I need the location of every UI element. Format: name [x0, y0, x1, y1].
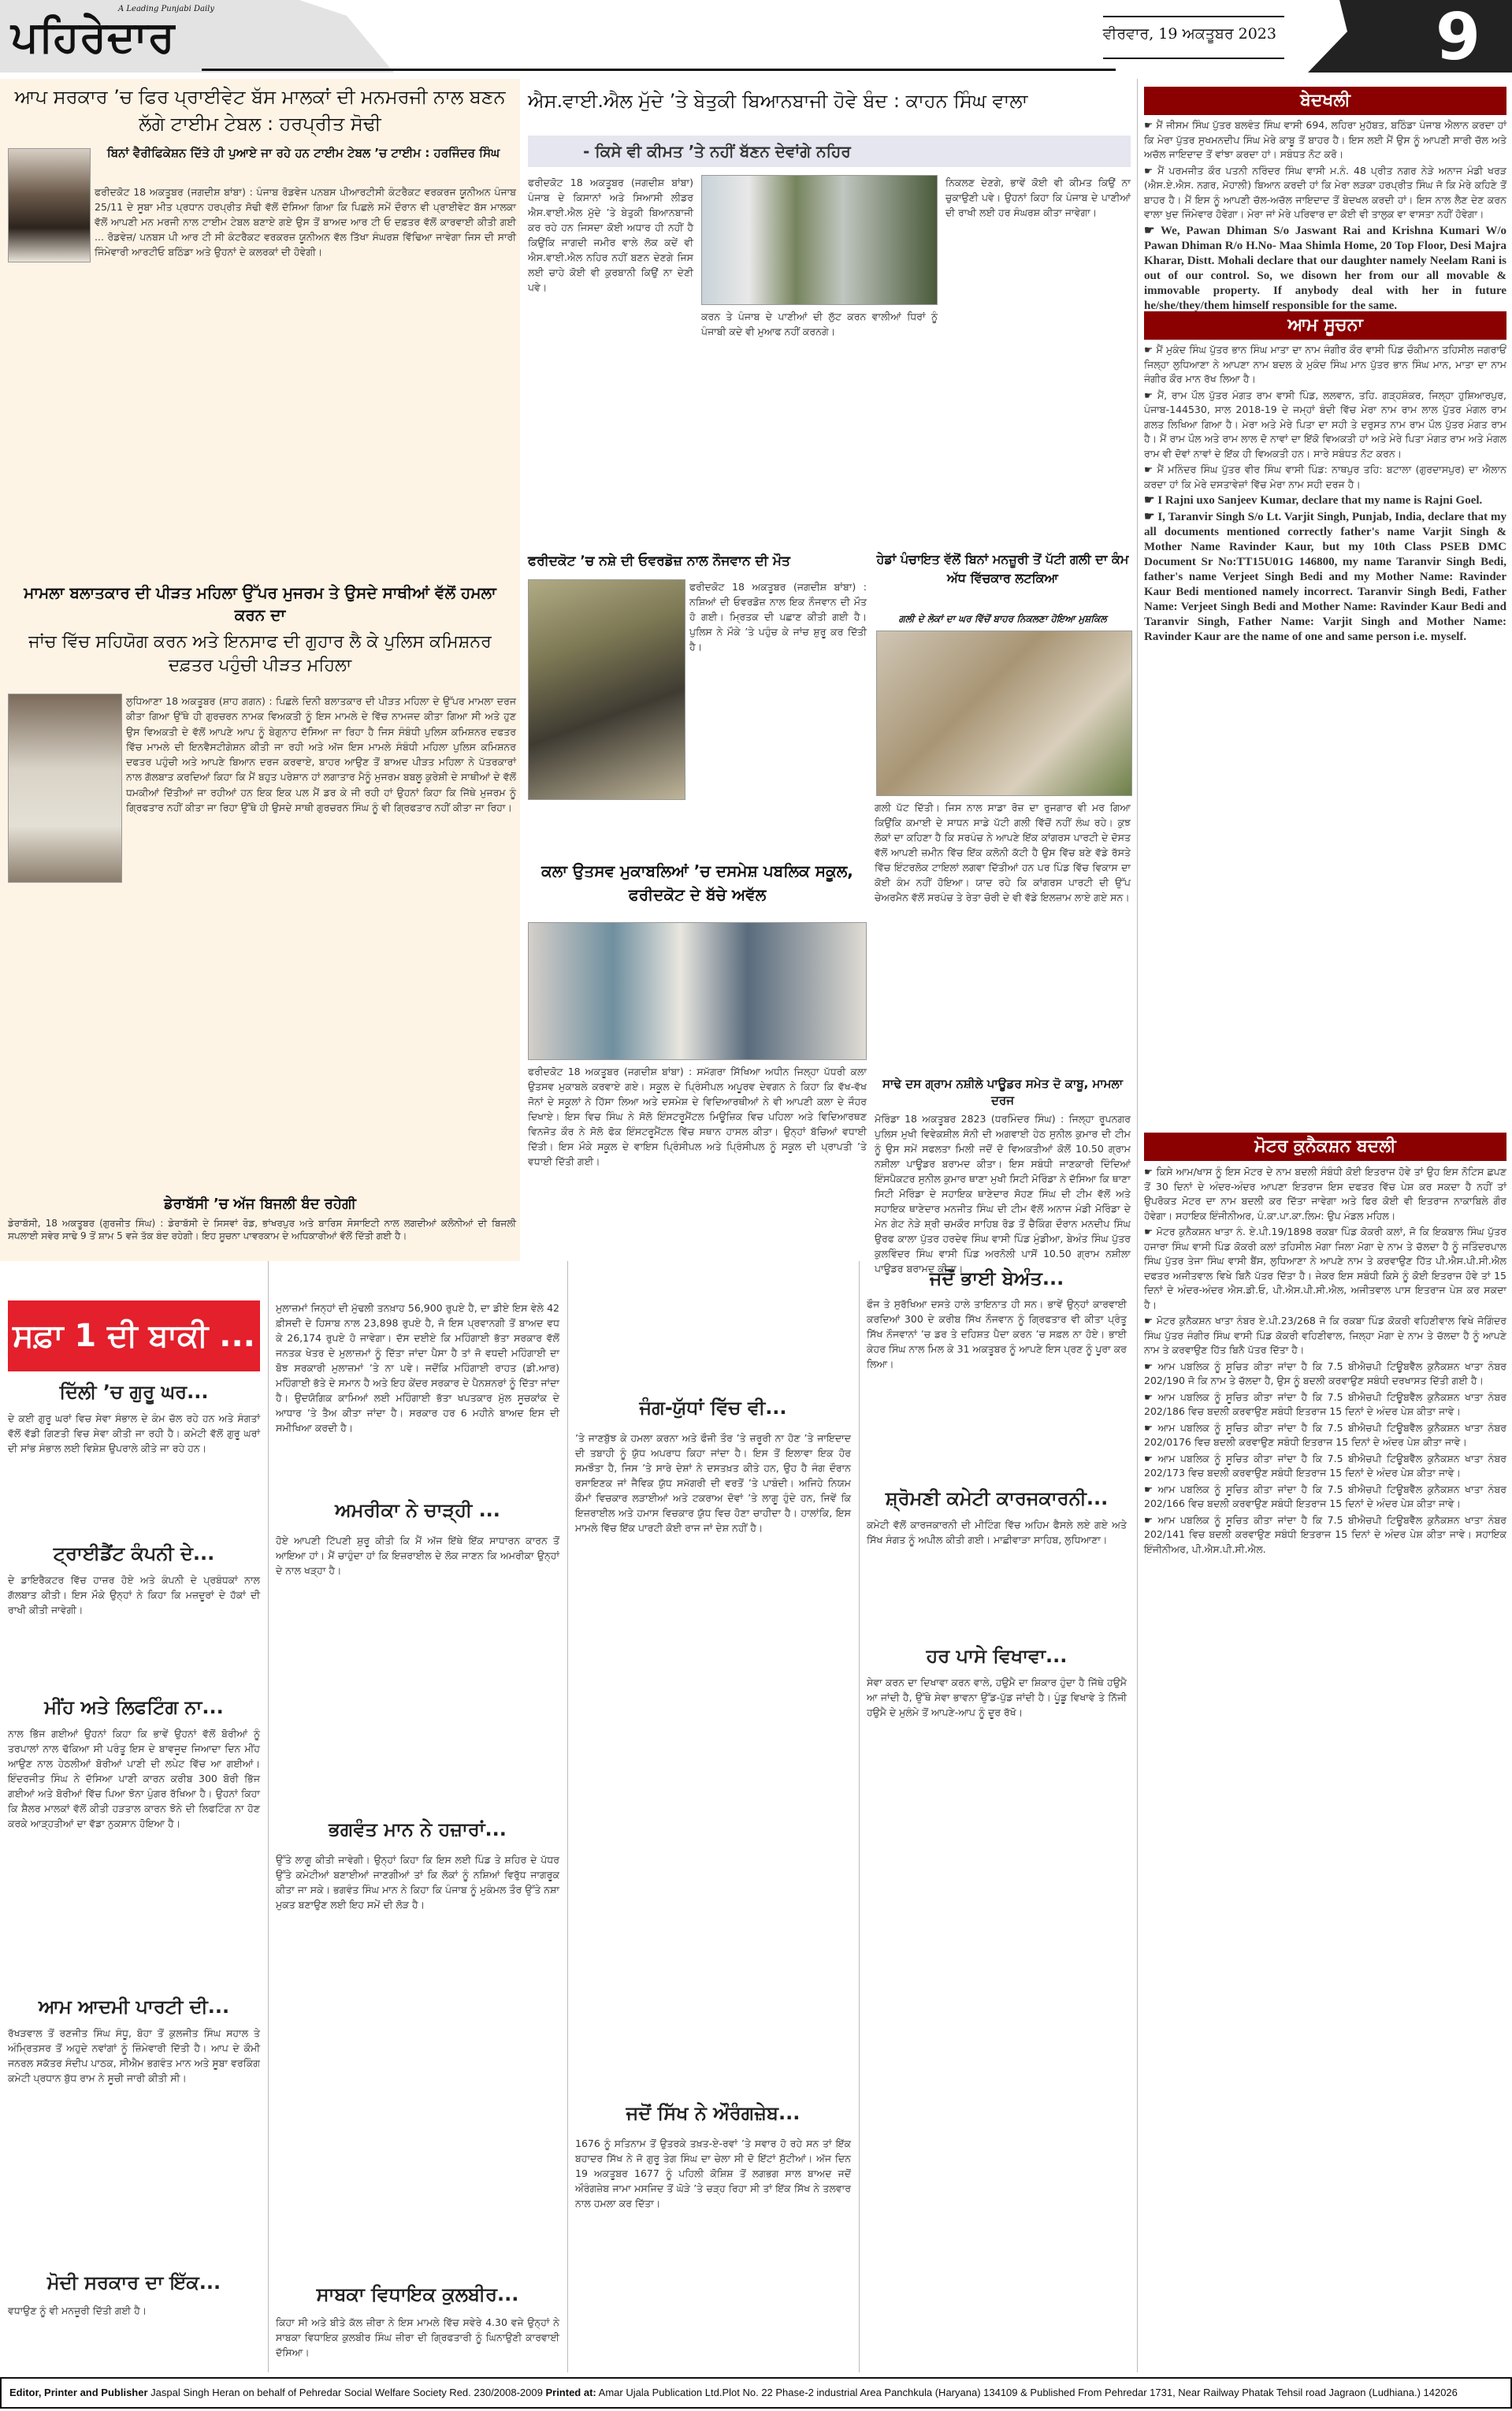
panchayat-story-subhead: ਗਲੀ ਦੇ ਲੋਕਾਂ ਦਾ ਘਰ ਵਿੱਚੋਂ ਬਾਹਰ ਨਿਕਲਣਾ ਹੋਇਆ ਮੁਸ਼ਕਿਲ: [898, 613, 1107, 624]
section-heading: ਮੋਦੀ ਸਰਕਾਰ ਦਾ ਇੱਕ...: [46, 2271, 221, 2294]
section-body: ਫੌਜ ਤੇ ਸੁਰੱਖਿਆ ਦਸਤੇ ਹਾਲੇ ਤਾਇਨਾਤ ਹੀ ਸਨ। ਭਾਵੇਂ ਉਨ੍ਹਾਂ ਕਾਰਵਾਈ ਕਰਦਿਆਂ 300 ਦੇ ਕਰੀਬ ਸਿੱਖ ਨੌਜਵਾਨ ਨੂੰ ਗ੍ਰਿਫਤਾਰ ਵੀ ਕੀਤਾ ਪ੍ਰੰਤੂ ਸਿੱਖ ਨੌਜਵਾਨਾਂ ’ਚ ਡਰ ਤੇ ਦਹਿਸ਼ਤ ਪੈਦਾ ਕਰਨ ’ਚ ਸਫ਼ਲ ਨਾ ਹੋਏ। ਭਾਈ ਕੇਹਰ ਸਿੰਘ ਨਾਲ ਮਿਲ ਕੇ 31 ਅਕਤੂਬਰ ਨੂੰ ਆਪਣੇ ਇਸ ਪ੍ਰਣ ਨੂੰ ਪੂਰਾ ਕਰ ਲਿਆ।: [867, 1298, 1127, 1370]
section-body: ਵਧਾਉਣ ਨੂੰ ਵੀ ਮਨਜ਼ੂਰੀ ਦਿੱਤੀ ਗਈ ਹੈ।: [8, 2305, 147, 2316]
overdose-story-headline: ਫਰੀਦਕੋਟ ’ਚ ਨਸ਼ੇ ਦੀ ਓਵਰਡੋਜ਼ ਨਾਲ ਨੌਜਵਾਨ ਦੀ ਮੌਤ: [528, 553, 790, 569]
section-body: ਹੋਏ ਆਪਣੀ ਟਿੱਪਣੀ ਸ਼ੁਰੂ ਕੀਤੀ ਕਿ ਮੈਂ ਅੱਜ ਇੱਥੇ ਇੱਕ ਸਾਧਾਰਨ ਕਾਰਨ ਤੋਂ ਆਇਆ ਹਾਂ। ਮੈਂ ਚਾਹੁੰਦਾ ਹਾਂ ਕਿ ਇਜ਼ਰਾਈਲ ਦੇ ਲੋਕ ਜਾਣਨ ਕਿ ਅਮਰੀਕਾ ਉਨ੍ਹਾਂ ਦੇ ਨਾਲ ਖੜ੍ਹਾ ਹੈ।: [276, 1535, 559, 1576]
imprint-footer: [0, 2377, 1512, 2409]
section-heading: ਭਗਵੰਤ ਮਾਨ ਨੇ ਹਜ਼ਾਰਾਂ...: [329, 1818, 507, 1840]
classified-notice: ☛ ਮੋਟਰ ਕੁਨੈਕਸ਼ਨ ਖਾਤਾ ਨੰਬਰ ਏ.ਪੀ.23/268 ਜੋ ਕਿ ਰਕਬਾ ਪਿੰਡ ਕੋਕਰੀ ਵਹਿਣੀਵਾਲ ਵਿਖੇ ਜੋਗਿੰਦਰ ਸਿੰਘ ਪੁੱਤਰ ਜੰਗੀਰ ਸਿੰਘ ਵਾਸੀ ਪਿੰਡ ਕੋਕਰੀ ਵਹਿਣੀਵਾਲ, ਜਿਲ੍ਹਾ ਮੋਗਾ ਦੇ ਨਾਮ ਤੇ ਚੱਲਦਾ ਹੈ ਨੂੰ ਆਪਣੇ ਨਾਮ ਤੇ ਕਰਵਾਉਣ ਹਿੱਤ ਬਿਨੈ ਪੱਤਰ ਦਿੱਤਾ ਹੈ।: [1144, 1315, 1506, 1356]
section-heading: ਜਦੋਂ ਭਾਈ ਬੇਅੰਤ...: [929, 1267, 1064, 1289]
section-body: ਉੱਤੇ ਲਾਗੂ ਕੀਤੀ ਜਾਵੇਗੀ। ਉਨ੍ਹਾਂ ਕਿਹਾ ਕਿ ਇਸ ਲਈ ਪਿੰਡ ਤੇ ਸ਼ਹਿਰ ਦੇ ਪੱਧਰ ਉੱਤੇ ਕਮੇਟੀਆਂ ਬਣਾਈਆਂ ਜਾਣਗੀਆਂ ਤਾਂ ਕਿ ਲੋਕਾਂ ਨੂੰ ਨਸ਼ਿਆਂ ਵਿਰੁੱਧ ਜਾਗਰੂਕ ਕੀਤਾ ਜਾ ਸਕੇ। ਭਗਵੰਤ ਸਿੰਘ ਮਾਨ ਨੇ ਕਿਹਾ ਕਿ ਪੰਜਾਬ ਨੂੰ ਮੁਕੰਮਲ ਤੌਰ ਉੱਤੇ ਨਸ਼ਾ ਮੁਕਤ ਬਣਾਉਣ ਲਈ ਇਹ ਸਮੇਂ ਦੀ ਲੋੜ ਹੈ।: [276, 1854, 559, 1911]
classified-notice: ☛ I, Taranvir Singh S/o Lt. Varjit Singh, Punjab, India, declare that my all documents mentioned correctly father's name Varjit Singh & Mother Name Ravinder Kaur, but my 10th Class PSEB DMC Document Sr No:TT15U01G 146800, my name Taranvir Singh Bedi, father's name Verjeet Singh Bedi and my Mother Name: Ravinder Kaur Bedi mentioned namely incorrect. Taranvir Singh Bedi, Father Name: Verjeet Singh Bedi and Mother Name: Ravinder Kaur Bedi and Taranvir Singh, Father Name: Varjit Singh and Mother Name: Ravinder Kaur are the name of one and same person i.e. myself.: [1144, 511, 1506, 643]
overdose-story-body: ਫਰੀਦਕੋਟ 18 ਅਕਤੂਬਰ (ਜਗਦੀਸ਼ ਬਾਂਬਾ) : ਨਸ਼ਿਆਂ ਦੀ ਓਵਰਡੋਜ਼ ਨਾਲ ਇਕ ਨੌਜਵਾਨ ਦੀ ਮੌਤ ਹੋ ਗਈ। ਮ੍ਰਿਤਕ ਦੀ ਪਛਾਣ ਕੀਤੀ ਗਈ ਹੈ। ਪੁਲਿਸ ਨੇ ਮੌਕੇ ’ਤੇ ਪਹੁੰਚ ਕੇ ਜਾਂਚ ਸ਼ੁਰੂ ਕਰ ਦਿੱਤੀ ਹੈ।: [689, 581, 867, 653]
classified-notice: ☛ ਆਮ ਪਬਲਿਕ ਨੂੰ ਸੂਚਿਤ ਕੀਤਾ ਜਾਂਦਾ ਹੈ ਕਿ 7.5 ਬੀਐਚਪੀ ਟਿਊਬਵੈੱਲ ਕੁਨੈਕਸ਼ਨ ਖਾਤਾ ਨੰਬਰ 202/173 ਵਿਚ ਬਦਲੀ ਕਰਵਾਉਣ ਸਬੰਧੀ ਇਤਰਾਜ 15 ਦਿਨਾਂ ਦੇ ਅੰਦਰ ਪੇਸ਼ ਕੀਤਾ ਜਾਵੇ।: [1144, 1452, 1506, 1479]
classified-notice: ☛ ਆਮ ਪਬਲਿਕ ਨੂੰ ਸੂਚਿਤ ਕੀਤਾ ਜਾਂਦਾ ਹੈ ਕਿ 7.5 ਬੀਐਚਪੀ ਟਿਊਬਵੈੱਲ ਕੁਨੈਕਸ਼ਨ ਖਾਤਾ ਨੰਬਰ 202/0176 ਵਿਚ ਬਦਲੀ ਕਰਵਾਉਣ ਸਬੰਧੀ ਇਤਰਾਜ 15 ਦਿਨਾਂ ਦੇ ਅੰਦਰ ਪੇਸ਼ ਕੀਤਾ ਜਾਵੇ।: [1144, 1421, 1506, 1448]
section-body: ’ਤੇ ਜਾਣਬੁੱਝ ਕੇ ਹਮਲਾ ਕਰਨਾ ਅਤੇ ਫੌਜੀ ਤੌਰ ’ਤੇ ਜ਼ਰੂਰੀ ਨਾ ਹੋਣ ’ਤੇ ਜਾਇਦਾਦ ਦੀ ਤਬਾਹੀ ਨੂੰ ਯੁੱਧ ਅਪਰਾਧ ਕਿਹਾ ਜਾਂਦਾ ਹੈ। ਇਸ ਤੋਂ ਇਲਾਵਾ ਇਕ ਹੋਰ ਸਮਝੌਤਾ ਹੈ, ਜਿਸ ’ਤੇ ਸਾਰੇ ਦੇਸ਼ਾਂ ਨੇ ਦਸਤਖ਼ਤ ਕੀਤੇ ਹਨ, ਉਹ ਹੈ ਜੰਗ ਦੌਰਾਨ ਰਸਾਇਣਕ ਜਾਂ ਜੈਵਿਕ ਯੁੱਧ ਸਮੱਗਰੀ ਦੀ ਵਰਤੋਂ ’ਤੇ ਪਾਬੰਦੀ। ਅਜਿਹੇ ਨਿਯਮ ਕੌਮਾਂ ਵਿਚਕਾਰ ਲੜਾਈਆਂ ਅਤੇ ਟਕਰਾਅ ਦੋਵਾਂ ’ਤੇ ਲਾਗੂ ਹੁੰਦੇ ਹਨ, ਜਿਵੇਂ ਕਿ ਇਜ਼ਰਾਈਲ ਅਤੇ ਹਮਾਸ ਵਿਚਕਾਰ ਯੁੱਧ ਵਿਚ ਹੋਣਾ ਚਾਹੀਦਾ ਹੈ। ਹਾਲਾਂਕਿ, ਇਸ ਮਾਮਲੇ ਵਿੱਚ ਇੱਕ ਪਾਰਟੀ ਕੋਈ ਰਾਜ ਜਾਂ ਦੇਸ਼ ਨਹੀਂ ਹੈ।: [575, 1432, 851, 1534]
section-body: [867, 1986, 1127, 2370]
section-body: ਰੱਖੜਵਾਲ ਤੋਂ ਰਣਜੀਤ ਸਿੰਘ ਸੰਧੂ, ਬੋਹਾ ਤੋਂ ਕੁਲਜੀਤ ਸਿੰਘ ਸਹਾਲ ਤੇ ਅੰਮ੍ਰਿਤਸਰ ਤੋਂ ਅਹੁਦੇ ਨਵਾਂਗਾਂ ਨੂੰ ਜ਼ਿੰਮੇਵਾਰੀ ਦਿੱਤੀ ਹੈ। ਆਪ ਦੇ ਕੌਮੀ ਜਨਰਲ ਸਕੱਤਰ ਸੰਦੀਪ ਪਾਠਕ, ਸੀਐਮ ਭਗਵੰਤ ਮਾਨ ਅਤੇ ਸੂਬਾ ਵਰਕਿੰਗ ਕਮੇਟੀ ਪ੍ਰਧਾਨ ਬੁੱਧ ਰਾਮ ਨੇ ਸੂਚੀ ਜਾਰੀ ਕੀਤੀ ਸੀ।: [8, 2027, 260, 2084]
syl-story-headline: ਐਸ.ਵਾਈ.ਐਲ ਮੁੱਦੇ ’ਤੇ ਬੇਤੁਕੀ ਬਿਆਨਬਾਜੀ ਹੋਵੇ ਬੰਦ : ਕਾਹਨ ਸਿੰਘ ਵਾਲਾ: [528, 90, 1028, 112]
classified-header-aam-suchna: ਆਮ ਸੂਚਨਾ: [1144, 311, 1506, 340]
section-heading: ਜੰਗ-ਯੁੱਧਾਂ ਵਿੱਚ ਵੀ...: [639, 1397, 787, 1419]
overdose-scene-photo: [528, 579, 685, 800]
syl-story-subhead: - ਕਿਸੇ ਵੀ ਕੀਮਤ ’ਤੇ ਨਹੀਂ ਬੱਣਨ ਦੇਵਾਂਗੇ ਨਹਿਰ: [528, 136, 1131, 167]
page-number: 9: [1436, 0, 1481, 75]
drug-powder-headline: ਸਾਢੇ ਦਸ ਗ੍ਰਾਮ ਨਸ਼ੀਲੇ ਪਾਊਡਰ ਸਮੇਤ ਦੋ ਕਾਬੂ, ਮਾਮਲਾ ਦਰਜ: [882, 1077, 1123, 1107]
classified-notice: ☛ ਆਮ ਪਬਲਿਕ ਨੂੰ ਸੂਚਿਤ ਕੀਤਾ ਜਾਂਦਾ ਹੈ ਕਿ 7.5 ਬੀਐਚਪੀ ਟਿਊਬਵੈੱਲ ਕੁਨੈਕਸ਼ਨ ਖਾਤਾ ਨੰਬਰ 202/190 ਜੋ ਕਿ ਨਾਮ ਤੇ ਚੱਲਦਾ ਹੈ, ਉਸ ਨੂੰ ਬਦਲੀ ਕਰਵਾਉਣ ਸਬੰਧੀ ਦਰਖਾਸਤ ਦਿੱਤੀ ਗਈ ਹੈ।: [1144, 1360, 1506, 1386]
power-cut-headline: ਡੇਰਾਬੱਸੀ ’ਚ ਅੱਜ ਬਿਜਲੀ ਬੰਦ ਰਹੇਗੀ: [164, 1196, 356, 1212]
tagline: A Leading Punjabi Daily: [118, 5, 215, 13]
newspaper-logo: ਪਹਿਰੇਦਾਰ: [11, 11, 176, 61]
panchayat-story-headline: ਹੇਡਾਂ ਪੰਚਾਇਤ ਵੱਲੋਂ ਬਿਨਾਂ ਮਨਜ਼ੂਰੀ ਤੋਂ ਪੱਟੀ ਗਲੀ ਦਾ ਕੰਮ ਅੱਧ ਵਿੱਚਕਾਰ ਲਟਕਿਆ: [876, 552, 1129, 586]
syl-story-body-col-3: ਨਿਕਲਣ ਦੇਣਗੇ, ਭਾਵੇਂ ਕੋਈ ਵੀ ਕੀਮਤ ਕਿਉਂ ਨਾ ਚੁਕਾਉਣੀ ਪਵੇ। ਉਹਨਾਂ ਕਿਹਾ ਕਿ ਪੰਜਾਬ ਦੇ ਪਾਣੀਆਂ ਦੀ ਰਾਖੀ ਲਈ ਹਰ ਸੰਘਰਸ਼ ਕੀਤਾ ਜਾਵੇਗਾ।: [945, 177, 1131, 218]
bus-story-body: ਫਰੀਦਕੋਟ 18 ਅਕਤੂਬਰ (ਜਗਦੀਸ਼ ਬਾਂਬਾ) : ਪੰਜਾਬ ਰੋਡਵੇਜ ਪਨਬਸ ਪੀਆਰਟੀਸੀ ਕੰਟਰੈਕਟ ਵਰਕਰਜ ਯੂਨੀਅਨ ਪੰਜਾਬ 25/11 ਦੇ ਸੂਬਾ ਮੀਤ ਪ੍ਰਧਾਨ ਹਰਪ੍ਰੀਤ ਸੋਢੀ ਵੱਲੋਂ ਦੱਸਿਆ ਗਿਆ ਕਿ ਪਿਛਲੇ ਸਮੇਂ ਦੌਰਾਨ ਵੀ ਪ੍ਰਾਈਵੇਟ ਬੱਸ ਮਾਲਕਾ ਵੱਲੋਂ ਆਪਣੀ ਮਨ ਮਰਜੀ ਨਾਲ ਟਾਈਮ ਟੇਬਲ ਬਣਾਏ ਗਏ ਉਸ ਤੋਂ ਬਾਅਦ ਆਰ ਟੀ ਓ ਦਫ਼ਤਰ ਵੱਲੋਂ ਕਾਰਵਾਈ ਕੀਤੀ ਗਈ ... ਰੋਡਵੇਜ਼/ ਪਨਬਸ ਪੀ ਆਰ ਟੀ ਸੀ ਕੰਟਰੈਕਟ ਵਰਕਰਜ਼ ਯੂਨੀਅਨ ਵੱਲ ਤਿੱਖਾ ਸੰਘਰਸ਼ ਵਿੱਢਿਆ ਜਾਵੇਗਾ ਜਿਸ ਦੀ ਸਾਰੀ ਜਿੰਮੇਵਾਰੀ ਆਰਟੀਓ ਬਠਿੰਡਾ ਅਤੇ ਉਹਨਾਂ ਦੇ ਕਲਰਕਾਂ ਦੀ ਹੋਵੇਗੀ।: [95, 186, 516, 258]
classified-notice: ☛ I Rajni uxo Sanjeev Kumar, declare that my name is Rajni Goel.: [1144, 494, 1483, 507]
column-divider: [268, 1261, 269, 2372]
harpreet-sodhi-photo: [8, 148, 91, 262]
printer-text: Amar Ujala Publication Ltd.Plot No. 22 Phase-2 industrial Area Panchkula (Haryana) 134109 & Published From Pehredar 1731, Near Railway Phatak Tehsil road Jagraon (Ludhiana.) 142026: [596, 2387, 1458, 2398]
continued-banner: ਸਫ਼ਾ 1 ਦੀ ਬਾਕੀ ...: [8, 1300, 260, 1371]
classified-notice: ☛ ਮੈਂ ਪਰਮਜੀਤ ਕੌਰ ਪਤਨੀ ਨਰਿੰਦਰ ਸਿੰਘ ਵਾਸੀ ਮ.ਨੰ. 48 ਪ੍ਰੀਤ ਨਗਰ ਨੇੜੇ ਅਨਾਜ ਮੰਡੀ ਖਰੜ (ਐਸ.ਏ.ਐਸ. ਨਗਰ, ਮੋਹਾਲੀ) ਬਿਆਨ ਕਰਦੀ ਹਾਂ ਕਿ ਮੇਰਾ ਲੜਕਾ ਹਰਪ੍ਰੀਤ ਸਿੰਘ ਜੋ ਕਿ ਮੇਰੇ ਕਹਿਣੇ ਤੋਂ ਬਾਹਰ ਹੈ। ਮੈਂ ਇਸ ਨੂੰ ਆਪਣੀ ਚੱਲ-ਅਚੱਲ ਜਾਇਦਾਦ ਤੋਂ ਬੇਦਖਲ ਕਰਦੀ ਹਾਂ। ਇਸ ਨਾਲ ਲੈਣ ਦੇਣ ਕਰਨ ਵਾਲਾ ਖੁਦ ਜਿੰਮੇਵਾਰ ਹੋਵੇਗਾ। ਮੇਰਾ ਜਾਂ ਮੇਰੇ ਪਰਿਵਾਰ ਦਾ ਕੋਈ ਵੀ ਤਾਲੁਕ ਵਾ ਵਾਸਤਾ ਨਹੀਂ ਹੋਵੇਗਾ।: [1144, 164, 1506, 220]
section-heading: ਸਾਬਕਾ ਵਿਧਾਇਕ ਕੁਲਬੀਰ...: [316, 2283, 519, 2305]
rape-story-headline-1: ਮਾਮਲਾ ਬਲਾਤਕਾਰ ਦੀ ਪੀੜਤ ਮਹਿਲਾ ਉੱਪਰ ਮੁਜਰਮ ਤੇ ਉਸਦੇ ਸਾਥੀਆਂ ਵੱਲੋਂ ਹਮਲਾ ਕਰਨ ਦਾ: [24, 583, 496, 624]
classified-notice: ☛ ਮੈਂ ਜੀਸਮ ਸਿੰਘ ਪੁੱਤਰ ਬਲਵੰਤ ਸਿੰਘ ਵਾਸੀ 694, ਲਹਿਰਾ ਮੁਹੱਬਤ, ਬਠਿੰਡਾ ਪੰਜਾਬ ਐਲਾਨ ਕਰਦਾ ਹਾਂ ਕਿ ਮੇਰਾ ਪੁੱਤਰ ਸੁਖਮਨਦੀਪ ਸਿੰਘ ਮੇਰੇ ਕਾਬੂ ਤੋਂ ਬਾਹਰ ਹੈ। ਇਸ ਲਈ ਮੈਂ ਉਸ ਨੂੰ ਆਪਣੀ ਸਾਰੀ ਚੱਲ ਅਤੇ ਅਚੱਲ ਜਾਇਦਾਦ ਤੋਂ ਵਾਂਝਾ ਕਰਦਾ ਹਾਂ। ਸਬੰਧਤ ਨੋਟ ਕਰੋ।: [1144, 119, 1506, 160]
section-heading: ਟ੍ਰਾਈਡੈਂਟ ਕੰਪਨੀ ਦੇ...: [53, 1542, 215, 1565]
section-heading: ਦਿੱਲੀ ’ਚ ਗੁਰੂ ਘਰ...: [59, 1381, 209, 1403]
classified-notice: ☛ ਆਮ ਪਬਲਿਕ ਨੂੰ ਸੂਚਿਤ ਕੀਤਾ ਜਾਂਦਾ ਹੈ ਕਿ 7.5 ਬੀਐਚਪੀ ਟਿਊਬਵੈੱਲ ਕੁਨੈਕਸ਼ਨ ਖਾਤਾ ਨੰਬਰ 202/186 ਵਿਚ ਬਦਲੀ ਕਰਵਾਉਣ ਸਬੰਧੀ ਇਤਰਾਜ 15 ਦਿਨਾਂ ਦੇ ਅੰਦਰ ਪੇਸ਼ ਕੀਤਾ ਜਾਵੇ।: [1144, 1390, 1506, 1417]
section-heading: ਮੀਂਹ ਅਤੇ ਲਿਫਟਿੰਗ ਨਾ...: [44, 1696, 224, 1718]
classified-header-bedakhli: ਬੇਦਖਲੀ: [1144, 87, 1506, 115]
masthead-rule: [202, 69, 1116, 71]
classified-notice: ☛ ਮੈਂ, ਰਾਮ ਪੌਲ ਪੁੱਤਰ ਮੰਗਤ ਰਾਮ ਵਾਸੀ ਪਿੰਡ, ਲਲਵਾਨ, ਤਹਿ. ਗੜ੍ਹਸ਼ੰਕਰ, ਜਿਲ੍ਹਾ ਹੁਸ਼ਿਆਰਪੁਰ, ਪੰਜਾਬ-144530, ਸਾਲ 2018-19 ਦੇ ਜਮ੍ਹਾਂ ਬੰਦੀ ਵਿੱਚ ਮੇਰਾ ਨਾਮ ਰਾਮ ਲਾਲ ਪੁੱਤਰ ਮੰਗਲ ਰਾਮ ਗਲਤ ਲਿਖਿਆ ਗਿਆ ਹੈ। ਮੇਰਾ ਅਤੇ ਮੇਰੇ ਪਿਤਾ ਦਾ ਸਹੀ ਤੇ ਦਰੁਸਤ ਨਾਮ ਰਾਮ ਪੌਲ ਪੁੱਤਰ ਮੰਗਤ ਰਾਮ ਹੈ। ਮੈਂ ਰਾਮ ਪੌਲ ਅਤੇ ਰਾਮ ਲਾਲ ਦੋ ਨਾਵਾਂ ਦਾ ਇੱਕੋ ਵਿਅਕਤੀ ਹਾਂ ਅਤੇ ਮੇਰੇ ਪਿਤਾ ਮੰਗਤ ਰਾਮ ਅਤੇ ਮੰਗਲ ਰਾਮ ਵੀ ਦੋਵਾਂ ਨਾਵਾਂ ਦੇ ਇੱਕ ਹੀ ਵਿਅਕਤੀ ਹਨ। ਸਾਰੇ ਸਬੰਧਤ ਨੋਟ ਕਰਨ।: [1144, 389, 1506, 460]
kahan-singh-wala-photo: [701, 175, 938, 305]
section-body: 1676 ਨੂੰ ਸਤਿਨਾਮ ਤੋਂ ਉਤਰਕੇ ਤਖ਼ਤ-ਏ-ਰਵਾਂ ’ਤੇ ਸਵਾਰ ਹੋ ਰਹੇ ਸਨ ਤਾਂ ਇੱਕ ਬਹਾਦਰ ਸਿੱਖ ਨੇ ਜੋ ਗੁਰੂ ਤੇਗ ਸਿੰਘ ਦਾ ਚੇਲਾ ਸੀ ਦੋ ਇੱਟਾਂ ਸੁੱਟੀਆਂ। ਅੱਜ ਦਿਨ 19 ਅਕਤੂਬਰ 1677 ਨੂੰ ਪਹਿਲੀ ਕੋਸ਼ਿਸ਼ ਤੋਂ ਲਗਭਗ ਸਾਲ ਬਾਅਦ ਜਦੋਂ ਔਰੰਗਜ਼ੇਬ ਜਾਮਾ ਮਸਜਿਦ ਤੋਂ ਘੋੜੇ ’ਤੇ ਚੜ੍ਹ ਰਿਹਾ ਸੀ ਤਾਂ ਇੱਕ ਸਿੱਖ ਨੇ ਤਲਵਾਰ ਨਾਲ ਹਮਲਾ ਕਰ ਦਿੱਤਾ।: [575, 2138, 851, 2209]
printer-label: Printed at:: [545, 2387, 596, 2398]
section-body: ਸੇਵਾ ਕਰਨ ਦਾ ਦਿਖਾਵਾ ਕਰਨ ਵਾਲੇ, ਹਉਮੈ ਦਾ ਸ਼ਿਕਾਰ ਹੁੰਦਾ ਹੈ ਜਿੱਥੇ ਹਉਮੈ ਆ ਜਾਂਦੀ ਹੈ, ਉੱਥੇ ਸੇਵਾ ਭਾਵਨਾ ਉੱਡ-ਪੁੱਡ ਜਾਂਦੀ ਹੈ। ਪੂੰਡੂ ਵਿਖਾਵੇ ਤੇ ਨਿੱਜੀ ਹਉਮੈ ਦੇ ਮੁਲੰਮੇ ਤੋਂ ਆਪਣੇ-ਆਪ ਨੂੰ ਦੂਰ ਰੱਖੋ।: [867, 1676, 1127, 1718]
power-cut-body: ਡੇਰਾਬੱਸੀ, 18 ਅਕਤੂਬਰ (ਗੁਰਜੀਤ ਸਿੰਘ) : ਡੇਰਾਬੱਸੀ ਦੇ ਸਿਸਵਾਂ ਰੋਡ, ਭਾਂਖਰਪੁਰ ਅਤੇ ਬਾਰਿਸ ਸੋਸਾਇਟੀ ਨਾਲ ਲਗਦੀਆਂ ਕਲੋਨੀਆਂ ਦੀ ਬਿਜਲੀ ਸਪਲਾਈ ਸਵੇਰ ਸਾਢੇ 9 ਤੋਂ ਸ਼ਾਮ 5 ਵਜੇ ਤੱਕ ਬੰਦ ਰਹੇਗੀ। ਇਹ ਸੂਚਨਾ ਪਾਵਰਕਾਮ ਦੇ ਅਧਿਕਾਰੀਆਂ ਵੱਲੋਂ ਦਿੱਤੀ ਗਈ ਹੈ।: [8, 1218, 516, 1241]
section-heading: ਜਦੋਂ ਸਿੱਖ ਨੇ ਔਰੰਗਜ਼ੇਬ...: [626, 2102, 801, 2124]
classified-notice: ☛ ਮੋਟਰ ਕੁਨੈਕਸ਼ਨ ਖਾਤਾ ਨੰ. ਏ.ਪੀ.19/1898 ਰਕਬਾ ਪਿੰਡ ਕੋਕਰੀ ਕਲਾਂ, ਜੋ ਕਿ ਇਕਬਾਲ ਸਿੰਘ ਪੁੱਤਰ ਹਜਾਰਾ ਸਿੰਘ ਵਾਸੀ ਪਿੰਡ ਕੋਕਰੀ ਕਲਾਂ ਤਹਿਸੀਲ ਮੋਗਾ ਜਿਲਾ ਮੋਗਾ ਦੇ ਨਾਮ ਤੇ ਚੱਲਦਾ ਹੈ ਨੂੰ ਜਤਿੰਦਰਪਾਲ ਸਿੰਘ ਪੁੱਤਰ ਤੇਜਾ ਸਿੰਘ ਵਾਸੀ ਬੈਂਸ, ਲੁਧਿਆਣਾ ਨੇ ਆਪਣੇ ਨਾਮ ਤੇ ਕਰਵਾਉਣ ਹਿੱਤ ਪੀ.ਐਸ.ਪੀ.ਸੀ.ਐਲ ਦਫਤਰ ਅਜੀਤਵਾਲ ਵਿਖੇ ਬਿਨੈ ਪੱਤਰ ਦਿੱਤਾ ਹੈ। ਜੇਕਰ ਇਸ ਸਬੰਧੀ ਕਿਸੇ ਨੂੰ ਕੋਈ ਇਤਰਾਜ ਹੋਵੇ ਤਾਂ 15 ਦਿਨਾਂ ਦੇ ਅੰਦਰ-ਅੰਦਰ ਐਸ.ਡੀ.ਓ, ਪੀ.ਐਸ.ਪੀ.ਸੀ.ਐਲ, ਅਜੀਤਵਾਲ ਪਾਸ ਇਤਰਾਜ ਪੇਸ਼ ਕਰ ਸਕਦਾ ਹੈ।: [1144, 1226, 1506, 1311]
section-heading: ਹਰ ਪਾਸੇ ਵਿਖਾਵਾ...: [926, 1645, 1068, 1667]
section-body: ਦੇ ਡਾਇਰੈਕਟਰ ਵਿੱਚ ਹਾਜ਼ਰ ਹੋਏ ਅਤੇ ਕੰਪਨੀ ਦੇ ਪ੍ਰਬੰਧਕਾਂ ਨਾਲ ਗੱਲਬਾਤ ਕੀਤੀ। ਇਸ ਮੌਕੇ ਉਨ੍ਹਾਂ ਨੇ ਕਿਹਾ ਕਿ ਮਜ਼ਦੂਰਾਂ ਦੇ ਹੱਕਾਂ ਦੀ ਰਾਖੀ ਕੀਤੀ ਜਾਵੇਗੀ।: [8, 1574, 260, 1616]
school-story-headline: ਕਲਾ ਉਤਸਵ ਮੁਕਾਬਲਿਆਂ ’ਚ ਦਸਮੇਸ਼ ਪਬਲਿਕ ਸਕੂਲ, ਫਰੀਦਕੋਟ ਦੇ ਬੱਚੇ ਅਵੱਲ: [541, 861, 853, 904]
drug-powder-body: ਮੋਰਿੰਡਾ 18 ਅਕਤੂਬਰ 2823 (ਧਰਮਿੰਦਰ ਸਿੰਘ) : ਜਿਲ੍ਹਾ ਰੂਪਨਗਰ ਪੁਲਿਸ ਮੁਖੀ ਵਿਵੇਕਸ਼ੀਲ ਸੋਨੀ ਦੀ ਅਗਵਾਈ ਹੇਠ ਸੁਨੀਲ ਕੁਮਾਰ ਦੀ ਟੀਮ ਨੂੰ ਉਸ ਸਮੇਂ ਸਫਲਤਾ ਮਿਲੀ ਜਦੋਂ ਦੋ ਵਿਅਕਤੀਆਂ ਕੋਲੋਂ 10.50 ਗ੍ਰਾਮ ਨਸ਼ੀਲਾ ਪਾਊਡਰ ਬਰਾਮਦ ਕੀਤਾ। ਇਸ ਸਬੰਧੀ ਜਾਣਕਾਰੀ ਦਿੰਦਿਆਂ ਇੰਸਪੈਕਟਰ ਸੁਨੀਲ ਕੁਮਾਰ ਥਾਣਾ ਮੁਖੀ ਸਿਟੀ ਮੋਰਿੰਡਾ ਨੇ ਦੱਸਿਆ ਕਿ ਥਾਣਾ ਸਿਟੀ ਮੋਰਿੰਡਾ ਦੇ ਸਹਾਇਕ ਥਾਣੇਦਾਰ ਸੋਹਣ ਸਿੰਘ ਦੀ ਟੀਮ ਵੱਲੋਂ ਅਤੇ ਸਹਾਇਕ ਥਾਣੇਦਾਰ ਮਨਜੀਤ ਸਿੰਘ ਦੀ ਟੀਮ ਵੱਲੋਂ ਅਨਾਜ ਮੰਡੀ ਮੋਰਿੰਡਾ ਦੇ ਮੇਨ ਗੇਟ ਨੇੜੇ ਸ਼੍ਰੀ ਚਮਕੌਰ ਸਾਹਿਬ ਰੋਡ ਤੋਂ ਚੈਕਿੰਗ ਦੌਰਾਨ ਮਨਦੀਪ ਸਿੰਘ ਉਰਫ ਕਾਲਾ ਪੁੱਤਰ ਹਰਦੇਵ ਸਿੰਘ ਵਾਸੀ ਪਿੰਡ ਮੁੰਡੀਆ, ਬੇਅੰਤ ਸਿੰਘ ਪੁੱਤਰ ਕੁਲਵਿੰਦਰ ਸਿੰਘ ਵਾਸੀ ਪਿੰਡ ਅਰਨੋਲੀ ਪਾਸੋਂ 10.50 ਗ੍ਰਾਮ ਨਸ਼ੀਲਾ ਪਾਊਡਰ ਬਰਾਮਦ ਕੀਤਾ।: [875, 1113, 1131, 1274]
classified-notice: ☛ ਆਮ ਪਬਲਿਕ ਨੂੰ ਸੂਚਿਤ ਕੀਤਾ ਜਾਂਦਾ ਹੈ ਕਿ 7.5 ਬੀਐਚਪੀ ਟਿਊਬਵੈੱਲ ਕੁਨੈਕਸ਼ਨ ਖਾਤਾ ਨੰਬਰ 202/141 ਵਿਚ ਬਦਲੀ ਕਰਵਾਉਣ ਸਬੰਧੀ ਇਤਰਾਜ 15 ਦਿਨਾਂ ਦੇ ਅੰਦਰ ਪੇਸ਼ ਕੀਤਾ ਜਾਵੇ। ਸਹਾਇਕ ਇੰਜੀਨੀਅਰ, ਪੀ.ਐਸ.ਪੀ.ਸੀ.ਐਲ.: [1144, 1513, 1506, 1555]
classified-list-motor-connection: [1144, 1165, 1506, 2371]
imprint-label: Editor, Printer and Publisher: [9, 2387, 148, 2398]
dug-street-photo: [876, 631, 1132, 796]
section-heading: ਆਮ ਆਦਮੀ ਪਾਰਟੀ ਦੀ...: [38, 1996, 230, 2018]
section-body: ਦੇ ਕਈ ਗੁਰੂ ਘਰਾਂ ਵਿਚ ਸੇਵਾ ਸੰਭਾਲ ਦੇ ਕੰਮ ਚੱਲ ਰਹੇ ਹਨ ਅਤੇ ਸੰਗਤਾਂ ਵੱਲੋਂ ਵੱਡੀ ਗਿਣਤੀ ਵਿਚ ਸੇਵਾ ਕੀਤੀ ਜਾ ਰਹੀ ਹੈ। ਕਮੇਟੀ ਵੱਲੋਂ ਗੁਰੂ ਘਰਾਂ ਦੀ ਸਾਂਭ ਸੰਭਾਲ ਲਈ ਵਿਸ਼ੇਸ਼ ਉਪਰਾਲੇ ਕੀਤੇ ਜਾ ਰਹੇ ਹਨ।: [8, 1412, 260, 1454]
classified-notice: ☛ ਆਮ ਪਬਲਿਕ ਨੂੰ ਸੂਚਿਤ ਕੀਤਾ ਜਾਂਦਾ ਹੈ ਕਿ 7.5 ਬੀਐਚਪੀ ਟਿਊਬਵੈੱਲ ਕੁਨੈਕਸ਼ਨ ਖਾਤਾ ਨੰਬਰ 202/166 ਵਿਚ ਬਦਲੀ ਕਰਵਾਉਣ ਸਬੰਧੀ ਇਤਰਾਜ 15 ਦਿਨਾਂ ਦੇ ਅੰਦਰ ਪੇਸ਼ ਕੀਤਾ ਜਾਵੇ।: [1144, 1483, 1506, 1509]
section-heading: ਸ਼੍ਰੋਮਣੀ ਕਮੇਟੀ ਕਾਰਜਕਾਰਨੀ...: [885, 1487, 1109, 1509]
school-group-photo: [528, 922, 867, 1060]
rape-story-body: ਲੁਧਿਆਣਾ 18 ਅਕਤੂਬਰ (ਸ਼ਾਹ ਗਗਨ) : ਪਿਛਲੇ ਦਿਨੀ ਬਲਾਤਕਾਰ ਦੀ ਪੀੜਤ ਮਹਿਲਾ ਦੇ ਉੱਪਰ ਮਾਮਲਾ ਦਰਜ ਕੀਤਾ ਗਿਆ ਉੱਥੇ ਹੀ ਗੁਰਚਰਨ ਨਾਮਕ ਵਿਅਕਤੀ ਨੂੰ ਇਸ ਮਾਮਲੇ ਦੇ ਵਿੱਚ ਨਾਮਜਦ ਕੀਤਾ ਗਿਆ ਸੀ ਅਤੇ ਹੁਣ ਉਸ ਵਿਅਕਤੀ ਦੇ ਵੱਲੋਂ ਆਪਣੇ ਆਪ ਨੂੰ ਬੇਗੁਨਾਹ ਦੱਸਿਆ ਜਾ ਰਿਹਾ ਹੈ ਜਿਸ ਸੰਬੰਧੀ ਪੁਲਿਸ ਕਮਿਸ਼ਨਰ ਦਫਤਰ ਵਿੱਚ ਮਾਮਲੇ ਦੀ ਇਨਵੈਸਟੀਗੇਸ਼ਨ ਕੀਤੀ ਜਾ ਰਹੀ ਅਤੇ ਅੱਜ ਇਸ ਮਾਮਲੇ ਸੰਬੰਧੀ ਮਹਿਲਾ ਪੁਲਿਸ ਕਮਿਸ਼ਨਰ ਦਫਤਰ ਪਹੁੰਚੀ ਅਤੇ ਆਪਣੇ ਬਿਆਨ ਦਰਜ ਕਰਵਾਏ, ਬਾਹਰ ਆਉਣ ਤੋਂ ਬਾਅਦ ਪੀੜਤ ਮਹਿਲਾ ਨੇ ਪੱਤਰਕਾਰਾਂ ਨਾਲ ਗੱਲਬਾਤ ਕਰਦਿਆਂ ਕਿਹਾ ਕਿ ਮੈਂ ਬਹੁਤ ਪਰੇਸ਼ਾਨ ਹਾਂ ਲਗਾਤਾਰ ਮੈਨੂੰ ਮੁਜਰਮ ਬਬਲੂ ਕੁਰੇਸ਼ੀ ਦੇ ਸਾਥੀਆਂ ਦੇ ਵੱਲੋਂ ਧਮਕੀਆਂ ਦਿੱਤੀਆਂ ਜਾ ਰਹੀਆਂ ਹਨ ਇਕ ਇਕ ਪਲ ਮੈਂ ਡਰ ਕੇ ਜੀ ਰਹੀ ਹਾਂ ਉਹਨਾਂ ਕਿਹਾ ਕਿ ਜਿੱਥੇ ਮੁਜਰਮ ਨੂੰ ਗ੍ਰਿਫਤਾਰ ਨਹੀਂ ਕੀਤਾ ਜਾ ਰਿਹਾ ਉੱਥੇ ਹੀ ਉਸਦੇ ਸਾਥੀ ਗੁਰਚਰਨ ਸਿੰਘ ਨੂੰ ਵੀ ਗ੍ਰਿਫਤਾਰ ਨਹੀਂ ਕੀਤਾ ਜਾ ਰਿਹਾ।: [126, 695, 516, 814]
classified-list-bedakhli: [1144, 118, 1506, 312]
section-heading: ਅਮਰੀਕਾ ਨੇ ਚਾੜ੍ਹੀ ...: [335, 1499, 500, 1521]
classified-notice: ☛ ਮੈਂ ਮੁਕੰਦ ਸਿੰਘ ਪੁੱਤਰ ਭਾਨ ਸਿੰਘ ਮਾਤਾ ਦਾ ਨਾਮ ਜੰਗੀਰ ਕੌਰ ਵਾਸੀ ਪਿੰਡ ਚੌਕੀਮਾਨ ਤਹਿਸੀਲ ਜਗਰਾਓਂ ਜਿਲ੍ਹਾ ਲੁਧਿਆਣਾ ਨੇ ਆਪਣਾ ਨਾਮ ਬਦਲ ਕੇ ਮੁਕੰਦ ਸਿੰਘ ਮਾਨ ਪੁੱਤਰ ਭਾਨ ਸਿੰਘ ਮਾਨ, ਮਾਤਾ ਦਾ ਨਾਮ ਜੰਗੀਰ ਕੌਰ ਮਾਨ ਰੱਖ ਲਿਆ ਹੈ।: [1144, 344, 1506, 385]
syl-story-body-col-2: ਕਰਨ ਤੇ ਪੰਜਾਬ ਦੇ ਪਾਣੀਆਂ ਦੀ ਲੁੱਟ ਕਰਨ ਵਾਲੀਆਂ ਧਿਰਾਂ ਨੂੰ ਪੰਜਾਬੀ ਕਦੇ ਵੀ ਮੁਆਫ ਨਹੀਂ ਕਰਨਗੇ।: [701, 311, 938, 337]
section-body: ਕਿਹਾ ਸੀ ਅਤੇ ਬੀਤੇ ਕੱਲ ਜ਼ੀਰਾ ਨੇ ਇਸ ਮਾਮਲੇ ਵਿੱਚ ਸਵੇਰੇ 4.30 ਵਜੇ ਉਨ੍ਹਾਂ ਨੇ ਸਾਬਕਾ ਵਿਧਾਇਕ ਕੁਲਬੀਰ ਸਿੰਘ ਜ਼ੀਰਾ ਦੀ ਗ੍ਰਿਫਤਾਰੀ ਨੂੰ ਘਿਨਾਉਣੀ ਕਾਰਵਾਈ ਦੱਸਿਆ।: [276, 2316, 559, 2358]
column-divider: [859, 1261, 860, 2372]
classified-header-motor-connection: ਮੋਟਰ ਕੁਨੈਕਸ਼ਨ ਬਦਲੀ: [1144, 1133, 1506, 1161]
da-continued-body: ਮੁਲਾਜ਼ਮਾਂ ਜਿਨ੍ਹਾਂ ਦੀ ਮੁੱਢਲੀ ਤਨਖ਼ਾਹ 56,900 ਰੁਪਏ ਹੈ, ਦਾ ਡੀਏ ਇਸ ਵੇਲੇ 42 ਫ਼ੀਸਦੀ ਦੇ ਹਿਸਾਬ ਨਾਲ 23,898 ਰੁਪਏ ਹੈ, ਜੋ ਇਸ ਪ੍ਰਵਾਨਗੀ ਤੋਂ ਬਾਅਦ ਵਧ ਕੇ 26,174 ਰੁਪਏ ਹੋ ਜਾਵੇਗਾ। ਦੱਸ ਦਈਏ ਕਿ ਮਹਿੰਗਾਈ ਭੱਤਾ ਸਰਕਾਰ ਵੱਲੋਂ ਜਨਤਕ ਖੇਤਰ ਦੇ ਮੁਲਾਜ਼ਮਾਂ ਨੂੰ ਦਿੱਤਾ ਜਾਂਦਾ ਪੈਸਾ ਹੈ ਤਾਂ ਜੋ ਵਧਦੀ ਮਹਿੰਗਾਈ ਦਾ ਬੋਝ ਸਰਕਾਰੀ ਮੁਲਾਜ਼ਮਾਂ ’ਤੇ ਨਾ ਪਵੇ। ਜਦੋਂਕਿ ਮਹਿੰਗਾਈ ਰਾਹਤ (ਡੀ.ਆਰ) ਮਹਿੰਗਾਈ ਭੱਤੇ ਦੇ ਸਮਾਨ ਹੈ ਅਤੇ ਇਹ ਕੇਂਦਰ ਸਰਕਾਰ ਦੇ ਪੈਨਸ਼ਨਰਾਂ ਨੂੰ ਦਿੱਤਾ ਜਾਂਦਾ ਹੈ। ਉਦਯੋਗਿਕ ਕਾਮਿਆਂ ਲਈ ਮਹਿੰਗਾਈ ਭੱਤਾ ਖਪਤਕਾਰ ਮੁੱਲ ਸੂਚਕਾਂਕ ਦੇ ਆਧਾਰ ’ਤੇ ਤੈਅ ਕੀਤਾ ਜਾਂਦਾ ਹੈ। ਸਰਕਾਰ ਹਰ 6 ਮਹੀਨੇ ਬਾਅਦ ਇਸ ਦੀ ਸਮੀਖਿਆ ਕਰਦੀ ਹੈ।: [276, 1302, 559, 1434]
victim-holding-document-photo: [8, 694, 122, 883]
column-divider: [1137, 79, 1138, 2372]
section-body: ਕਮੇਟੀ ਵੱਲੋਂ ਕਾਰਜਕਾਰਨੀ ਦੀ ਮੀਟਿੰਗ ਵਿੱਚ ਅਹਿਮ ਫੈਸਲੇ ਲਏ ਗਏ ਅਤੇ ਸਿੱਖ ਸੰਗਤ ਨੂੰ ਅਪੀਲ ਕੀਤੀ ਗਈ। ਮਾਛੀਵਾੜਾ ਸਾਹਿਬ, ਲੁਧਿਆਣਾ।: [867, 1519, 1127, 1546]
classified-list-aam-suchna: [1144, 343, 1506, 1127]
classified-notice: ☛ We, Pawan Dhiman S/o Jaswant Rai and Krishna Kumari W/o Pawan Dhiman R/o H.No- Maa Shimla Home, 20 Top Floor, Desi Majra Kharar, Distt. Mohali declare that our daughter namely Neelam Rani is out of our control. So, we disown her from our all movable & immovable property. If anybody deal with her in future he/she/they/them himself responsible for the same.: [1144, 224, 1506, 312]
column-divider: [567, 1261, 568, 2372]
bus-story-headline: ਆਪ ਸਰਕਾਰ ’ਚ ਫਿਰ ਪ੍ਰਾਈਵੇਟ ਬੱਸ ਮਾਲਕਾਂ ਦੀ ਮਨਮਰਜੀ ਨਾਲ ਬਣਨ ਲੱਗੇ ਟਾਈਮ ਟੇਬਲ : ਹਰਪ੍ਰੀਤ ਸੋਢੀ: [14, 86, 506, 135]
syl-story-body-col-1: ਫਰੀਦਕੋਟ 18 ਅਕਤੂਬਰ (ਜਗਦੀਸ਼ ਬਾਂਬਾ) ਪੰਜਾਬ ਦੇ ਕਿਸਾਨਾਂ ਅਤੇ ਸਿਆਸੀ ਲੀਡਰ ਐਸ.ਵਾਈ.ਐਲ ਮੁੱਦੇ ’ਤੇ ਬੇਤੁਕੀ ਬਿਆਨਬਾਜੀ ਕਰ ਰਹੇ ਹਨ ਜਿਸਦਾ ਕੋਈ ਅਧਾਰ ਹੀ ਨਹੀਂ ਹੈ ਕਿਉਂਕਿ ਜਾਗਦੀ ਜਮੀਰ ਵਾਲੇ ਲੋਕ ਕਦੇਂ ਵੀ ਐਸ.ਵਾਈ.ਐਲ ਨਹਿਰ ਨਹੀਂ ਬਣਨ ਦੇਣਗੇ ਜਿਸ ਲਈ ਚਾਹੇ ਕੋਈ ਵੀ ਕੁਰਬਾਨੀ ਕਿਉਂ ਨਾ ਦੇਣੀ ਪਵੇ।: [528, 177, 693, 293]
bus-story-subhead: ਬਿਨਾਂ ਵੈਰੀਫਿਕੇਸ਼ਨ ਦਿੱਤੇ ਹੀ ਪੁਆਏ ਜਾ ਰਹੇ ਹਨ ਟਾਈਮ ਟੇਬਲ ’ਚ ਟਾਈਮ : ਹਰਜਿੰਦਰ ਸਿੰਘ: [106, 146, 500, 160]
issue-date: ਵੀਰਵਾਰ, 19 ਅਕਤੂਬਰ 2023: [1102, 25, 1276, 43]
rape-story-headline-2: ਜਾਂਚ ਵਿੱਚ ਸਹਿਯੋਗ ਕਰਨ ਅਤੇ ਇਨਸਾਫ ਦੀ ਗੁਹਾਰ ਲੈ ਕੇ ਪੁਲਿਸ ਕਮਿਸ਼ਨਰ ਦਫ਼ਤਰ ਪਹੁੰਚੀ ਪੀੜਤ ਮਹਿਲਾ: [28, 632, 492, 675]
classified-notice: ☛ ਕਿਸੇ ਆਮ/ਖਾਸ ਨੂੰ ਇਸ ਮੋਟਰ ਦੇ ਨਾਮ ਬਦਲੀ ਸੰਬੰਧੀ ਕੋਈ ਇਤਰਾਜ ਹੋਵੇ ਤਾਂ ਉਹ ਇਸ ਨੋਟਿਸ ਛਪਣ ਤੋਂ 30 ਦਿਨਾਂ ਦੇ ਅੰਦਰ-ਅੰਦਰ ਆਪਣਾ ਇਤਰਾਜ ਇਸ ਦਫਤਰ ਵਿੱਚ ਪੇਸ਼ ਕਰ ਸਕਦਾ ਹੈ ਨਹੀਂ ਤਾਂ ਉਪਰੋਕਤ ਮੋਟਰ ਦਾ ਨਾਮ ਬਦਲੀ ਕਰ ਦਿੱਤਾ ਜਾਵੇਗਾ ਅਤੇ ਫਿਰ ਕੋਈ ਵੀ ਇਤਰਾਜ ਨਾਕਾਬਿਲੇ ਗੌਰ ਹੋਵੇਗਾ। ਸਹਾਇਕ ਇੰਜੀਨੀਅਰ, ਪੰ.ਕਾ.ਪਾ.ਕਾ.ਲਿਮ: ਉਪ ਮੰਡਲ ਮਹਿਲ।: [1144, 1166, 1506, 1222]
classified-notice: ☛ ਮੈਂ ਮਨਿੰਦਰ ਸਿੰਘ ਪੁੱਤਰ ਵੀਰ ਸਿੰਘ ਵਾਸੀ ਪਿੰਡ: ਨਾਥਪੁਰ ਤਹਿ: ਬਟਾਲਾ (ਗੁਰਦਾਸਪੁਰ) ਦਾ ਐਲਾਨ ਕਰਦਾ ਹਾਂ ਕਿ ਮੇਰੇ ਦਸਤਾਵੇਜ਼ਾਂ ਵਿੱਚ ਮੇਰਾ ਨਾਮ ਸਹੀ ਦਰਜ ਹੈ।: [1144, 463, 1506, 490]
panchayat-story-body: ਗਲੀ ਪੱਟ ਦਿੱਤੀ। ਜਿਸ ਨਾਲ ਸਾਡਾ ਰੋਜ਼ ਦਾ ਰੁਜਗਾਰ ਵੀ ਮਰ ਗਿਆ ਕਿਉਂਕਿ ਕਮਾਈ ਦੇ ਸਾਧਨ ਸਾਡੇ ਪੱਟੀ ਗਲੀ ਵਿੱਚੋਂ ਨਹੀਂ ਲੰਘ ਰਹੇ। ਕੁਝ ਲੋਕਾਂ ਦਾ ਕਹਿਣਾ ਹੈ ਕਿ ਸਰਪੰਚ ਨੇ ਆਪਣੇ ਇੱਕ ਕਾਂਗਰਸ ਪਾਰਟੀ ਦੇ ਦੋਸਤ ਵੱਲੋਂ ਆਪਣੀ ਜ਼ਮੀਨ ਵਿੱਚ ਇੱਕ ਕਲੋਨੀ ਕੱਟੀ ਹੈ ਉਸ ਵਿੱਚ ਬਣੇ ਵੱਡੇ ਰੱਸਤੇ ਵਿੱਚ ਇੰਟਰਲੋਕ ਟਾਇਲਾਂ ਲਗਵਾ ਦਿੱਤੀਆਂ ਹਨ ਪਰ ਪਿੰਡ ਵਿੱਚ ਵਿਕਾਸ ਦਾ ਕੋਈ ਕੰਮ ਨਹੀਂ ਹੋਇਆ। ਯਾਦ ਰਹੇ ਕਿ ਕਾਂਗਰਸ ਪਾਰਟੀ ਦੀ ਉੱਪ ਚੇਅਰਮੈਨ ਵੱਲੋਂ ਸਰਪੰਚ ਤੇ ਰੇਤਾ ਚੋਰੀ ਦੇ ਵੀ ਵੱਡੇ ਇਲਜ਼ਾਮ ਲਾਏ ਗਏ ਸਨ।: [875, 802, 1131, 903]
section-body: ਨਾਲ ਭਿੱਜ ਗਈਆਂ ਉਹਨਾਂ ਕਿਹਾ ਕਿ ਭਾਵੇਂ ਉਹਨਾਂ ਵੱਲੋਂ ਬੋਰੀਆਂ ਨੂੰ ਤਰਪਾਲਾਂ ਨਾਲ ਢੱਕਿਆ ਸੀ ਪਰੰਤੂ ਇਸ ਦੇ ਬਾਵਜੂਦ ਜਿਆਦਾ ਦਿਨ ਮੀਂਹ ਆਉਣ ਨਾਲ ਹੇਠਲੀਆਂ ਬੋਰੀਆਂ ਪਾਣੀ ਦੀ ਲਪੇਟ ਵਿੱਚ ਆ ਗਈਆਂ। ਇੰਦਰਜੀਤ ਸਿੰਘ ਨੇ ਦੱਸਿਆ ਪਾਣੀ ਕਾਰਨ ਕਰੀਬ 300 ਬੋਰੀ ਭਿੱਜ ਗਈਆਂ ਅਤੇ ਬੋਰੀਆਂ ਵਿੱਚ ਪਿਆ ਝੋਨਾ ਪੁੰਗਰ ਰੱਖਿਆ ਹੈ। ਉਹਨਾਂ ਕਿਹਾ ਕਿ ਸ਼ੈਲਰ ਮਾਲਕਾਂ ਵੱਲੋਂ ਕੀਤੀ ਹੜਤਾਲ ਕਾਰਨ ਝੋਨੇ ਦੀ ਲਿਫਟਿੰਗ ਨਾ ਹੋਣ ਕਰਕੇ ਆੜ੍ਹਤੀਆਂ ਦਾ ਵੱਡਾ ਨੁਕਸਾਨ ਹੋਇਆ ਹੈ।: [8, 1728, 260, 1829]
school-story-body: ਫਰੀਦਕੋਟ 18 ਅਕਤੂਬਰ (ਜਗਦੀਸ਼ ਬਾਂਬਾ) : ਸਮੱਗਰਾ ਸਿੱਖਿਆ ਅਧੀਨ ਜਿਲ੍ਹਾ ਪੱਧਰੀ ਕਲਾ ਉਤਸਵ ਮੁਕਾਬਲੇ ਕਰਵਾਏ ਗਏ। ਸਕੂਲ ਦੇ ਪ੍ਰਿੰਸੀਪਲ ਅਪੂਰਵ ਦੇਵਗਨ ਨੇ ਕਿਹਾ ਕਿ ਵੱਖ-ਵੱਖ ਜੋਨਾਂ ਦੇ ਸਕੂਲਾਂ ਨੇ ਹਿੱਸਾ ਲਿਆ ਅਤੇ ਦਸਮੇਸ਼ ਦੇ ਵਿਦਿਆਰਥੀਆਂ ਨੇ ਵੀ ਆਪਣੀ ਕਲਾ ਦੇ ਜੌਹਰ ਦਿਖਾਏ। ਇਸ ਵਿਚ ਸਿੰਘ ਨੇ ਸੋਲੋ ਇੰਸਟਰੂਮੈਂਟਲ ਮਿਊਜ਼ਿਕ ਵਿਚ ਪਹਿਲਾ ਅਤੇ ਵਿਦਿਆਰਥਣ ਵਿਨਜੋਤ ਕੌਰ ਨੇ ਸੋਲੋ ਫੋਕ ਇੰਸਟਰੂਮੈਂਟਲ ਵਿੱਚ ਸਥਾਨ ਹਾਸਲ ਕੀਤਾ। ਉਨ੍ਹਾਂ ਬੱਚਿਆਂ ਵਧਾਈ ਦਿੱਤੀ। ਇਸ ਮੌਕੇ ਸਕੂਲ ਦੇ ਵਾਇਸ ਪ੍ਰਿੰਸੀਪਲ ਅਤੇ ਪ੍ਰਿੰਸੀਪਲ ਨੂੰ ਸਕੂਲ ਦੀ ਪ੍ਰਾਪਤੀ ’ਤੇ ਵਧਾਈ ਦਿੱਤੀ ਗਈ।: [528, 1066, 867, 1167]
imprint-text: Jaspal Singh Heran on behalf of Pehredar Social Welfare Society Red. 230/2008-2009: [147, 2387, 546, 2398]
